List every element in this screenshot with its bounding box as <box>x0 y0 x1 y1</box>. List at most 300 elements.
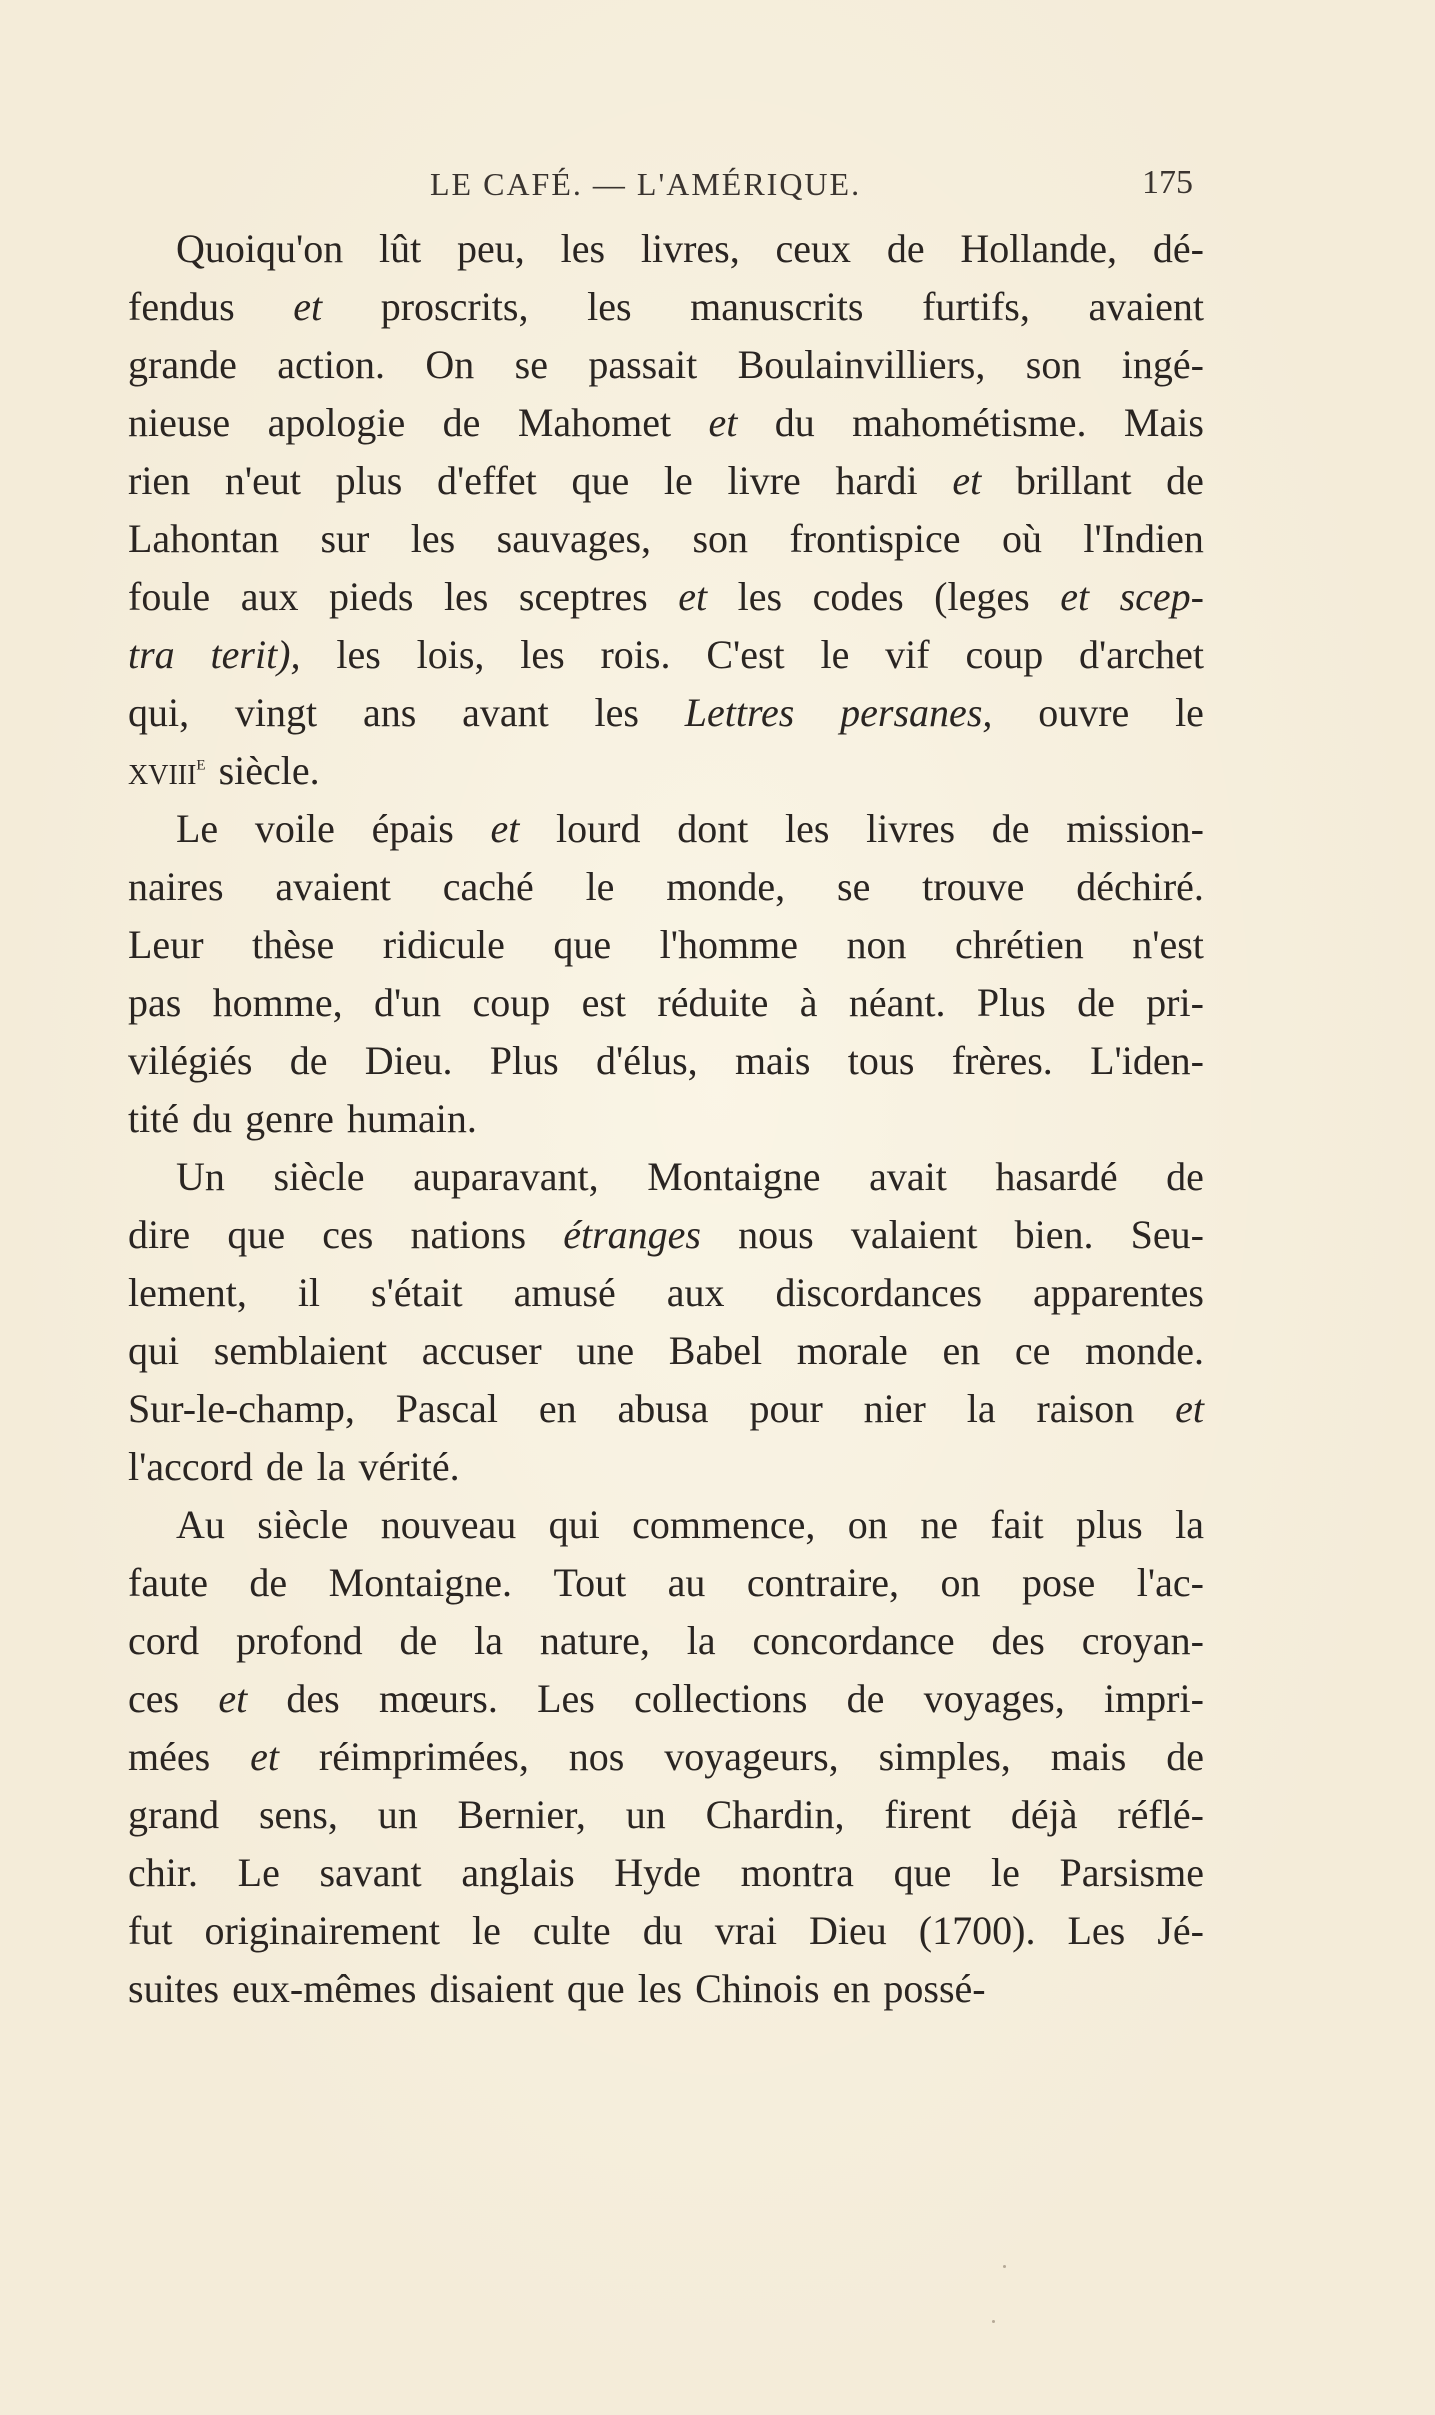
word: l'homme <box>659 922 798 967</box>
word: simples, <box>878 1734 1011 1779</box>
word: Chinois <box>695 1966 820 2011</box>
word: action. <box>277 342 385 387</box>
word: anglais <box>461 1850 575 1895</box>
word: tité <box>128 1096 180 1141</box>
text-line <box>128 1612 1204 1670</box>
word: chir. <box>128 1850 198 1895</box>
word: Plus <box>976 980 1046 1025</box>
text-line <box>128 1438 1204 1496</box>
word: livres <box>866 806 956 851</box>
word: disaient <box>429 1966 554 2011</box>
word: humain. <box>346 1096 477 1141</box>
word: de <box>1077 980 1115 1025</box>
word: dé- <box>1152 226 1204 271</box>
word: qui, <box>128 690 190 735</box>
word: d'un <box>373 980 442 1025</box>
word: que <box>227 1212 286 1257</box>
word: semblaient <box>213 1328 388 1373</box>
word: Dieu. <box>364 1038 453 1083</box>
word: le <box>472 1908 501 1953</box>
word: dire <box>128 1212 191 1257</box>
word: profond <box>235 1618 363 1663</box>
word: ces <box>128 1676 180 1721</box>
word: n'est <box>1132 922 1204 967</box>
word: hardi <box>835 458 918 503</box>
word: et <box>678 574 708 619</box>
word: Mahomet <box>517 400 672 445</box>
word: faute <box>128 1560 208 1605</box>
paper-speck <box>992 2320 995 2323</box>
word: thèse <box>252 922 335 967</box>
word: avant <box>462 690 549 735</box>
word: impri- <box>1103 1676 1204 1721</box>
word: vérité. <box>358 1444 460 1489</box>
word: et <box>293 284 323 329</box>
word: son <box>1025 342 1082 387</box>
word: ingé- <box>1121 342 1204 387</box>
word: lût <box>379 226 422 271</box>
paper-speck <box>1003 2265 1006 2268</box>
word: de <box>1166 1734 1204 1779</box>
word: vif <box>885 632 930 677</box>
word: que <box>553 922 612 967</box>
word: livre <box>727 458 801 503</box>
word: au <box>667 1560 706 1605</box>
word: ans <box>362 690 417 735</box>
word: fait <box>990 1502 1044 1547</box>
word: trouve <box>922 864 1025 909</box>
text-line <box>128 800 1204 858</box>
word: mais <box>734 1038 811 1083</box>
word: la <box>966 1386 996 1431</box>
word: brillant <box>1015 458 1132 503</box>
word: scep- <box>1119 574 1204 619</box>
word: nier <box>863 1386 926 1431</box>
text-line <box>128 1090 1204 1148</box>
paragraph <box>128 220 1204 800</box>
word: vilégiés <box>128 1038 253 1083</box>
word: voyages, <box>923 1676 1065 1721</box>
word: Montaigne <box>647 1154 821 1199</box>
word: savant <box>319 1850 422 1895</box>
word: ceux <box>775 226 852 271</box>
word: et <box>490 806 520 851</box>
word: à <box>799 980 818 1025</box>
word: on <box>847 1502 888 1547</box>
text-line <box>128 220 1204 278</box>
word: vrai <box>714 1908 777 1953</box>
word: de <box>265 1444 304 1489</box>
word: Le <box>176 806 219 851</box>
word: ne <box>920 1502 958 1547</box>
word: le <box>990 1850 1020 1895</box>
word: d'élus, <box>596 1038 698 1083</box>
word: Hyde <box>614 1850 701 1895</box>
word: montra <box>740 1850 854 1895</box>
word: en <box>832 1966 871 2011</box>
word: frontispice <box>789 516 961 561</box>
word: du <box>642 1908 683 1953</box>
word: du <box>774 400 815 445</box>
word: C'est <box>706 632 785 677</box>
word: fut <box>128 1908 173 1953</box>
word: Seu- <box>1130 1212 1204 1257</box>
word: avait <box>869 1154 947 1199</box>
word: le <box>663 458 693 503</box>
text-line <box>128 452 1204 510</box>
word: nous <box>738 1212 814 1257</box>
word: le <box>820 632 850 677</box>
word: du <box>192 1096 233 1141</box>
word: genre <box>245 1096 334 1141</box>
text-line <box>128 1960 1204 2018</box>
text-line <box>128 278 1204 336</box>
word: Tout <box>553 1560 627 1605</box>
word: et <box>1175 1386 1204 1431</box>
word: et <box>218 1676 248 1721</box>
word: la <box>686 1618 716 1663</box>
word: et <box>708 400 738 445</box>
word: ces <box>322 1212 374 1257</box>
word: frères. <box>951 1038 1053 1083</box>
word: grand <box>128 1792 220 1837</box>
word: Plus <box>489 1038 559 1083</box>
word: L'iden- <box>1090 1038 1204 1083</box>
word: coup <box>965 632 1044 677</box>
word: se <box>837 864 871 909</box>
word: de <box>249 1560 288 1605</box>
word: coup <box>472 980 551 1025</box>
text-line <box>128 1786 1204 1844</box>
word: non <box>846 922 907 967</box>
word: de <box>886 226 925 271</box>
word: peu, <box>457 226 525 271</box>
word: il <box>297 1270 321 1315</box>
word: déchiré. <box>1076 864 1204 909</box>
word: culte <box>532 1908 611 1953</box>
word: xviii$^e$ <box>128 748 206 793</box>
word: de <box>1166 458 1204 503</box>
word: Parsisme <box>1059 1850 1204 1895</box>
word: grande <box>128 342 237 387</box>
word: auparavant, <box>413 1154 599 1199</box>
word: commence, <box>632 1502 816 1547</box>
word: foule <box>128 574 211 619</box>
word: persanes, <box>840 690 993 735</box>
word: plus <box>335 458 403 503</box>
word: contraire, <box>746 1560 900 1605</box>
word: Jé- <box>1157 1908 1204 1953</box>
word: néant. <box>848 980 946 1025</box>
word: pri- <box>1146 980 1204 1025</box>
word: pour <box>749 1386 823 1431</box>
text-line <box>128 1264 1204 1322</box>
word: où <box>1001 516 1042 561</box>
word: le <box>585 864 615 909</box>
word: épais <box>371 806 454 851</box>
word: que <box>571 458 630 503</box>
word: le <box>1175 690 1204 735</box>
word: et <box>1060 574 1090 619</box>
word: Montaigne. <box>328 1560 512 1605</box>
word: apparentes <box>1032 1270 1204 1315</box>
paragraph <box>128 1496 1204 2018</box>
word: voyageurs, <box>664 1734 839 1779</box>
word: rois. <box>600 632 671 677</box>
word: les <box>637 1966 683 2011</box>
word: n'eut <box>224 458 301 503</box>
word: accuser <box>421 1328 542 1373</box>
word: vingt <box>234 690 318 735</box>
word: nouveau <box>380 1502 517 1547</box>
word: sceptres <box>518 574 648 619</box>
word: mais <box>1050 1734 1127 1779</box>
word: pose <box>1021 1560 1096 1605</box>
word: homme, <box>212 980 343 1025</box>
text-line <box>128 336 1204 394</box>
word: nature, <box>539 1618 650 1663</box>
text-line <box>128 1148 1204 1206</box>
word: lourd <box>556 806 641 851</box>
word: Le <box>237 1850 280 1895</box>
word: discordances <box>775 1270 983 1315</box>
word: lement, <box>128 1270 247 1315</box>
word: Dieu <box>808 1908 887 1953</box>
word: Leur <box>128 922 204 967</box>
paragraph <box>128 800 1204 1148</box>
word: firent <box>884 1792 971 1837</box>
text-line <box>128 394 1204 452</box>
word: que <box>893 1850 952 1895</box>
word: son <box>692 516 749 561</box>
word: des <box>991 1618 1045 1663</box>
text-line <box>128 568 1204 626</box>
word: Boulainvilliers, <box>737 342 986 387</box>
word: Au <box>176 1502 225 1547</box>
text-line <box>128 974 1204 1032</box>
word: Chardin, <box>705 1792 845 1837</box>
word: mœurs. <box>378 1676 498 1721</box>
word: de <box>1166 1154 1204 1199</box>
word: Lahontan <box>128 516 280 561</box>
word: tous <box>847 1038 915 1083</box>
word: Babel <box>668 1328 763 1373</box>
word: siècle <box>273 1154 365 1199</box>
word: monde, <box>666 864 786 909</box>
word: apologie <box>267 400 406 445</box>
word: que <box>566 1966 625 2011</box>
word: d'effet <box>437 458 537 503</box>
word: étranges <box>563 1212 701 1257</box>
word: croyan- <box>1081 1618 1204 1663</box>
word: (1700). <box>918 1908 1036 1953</box>
text-line <box>128 684 1204 742</box>
word: mées <box>128 1734 211 1779</box>
word: codes <box>812 574 904 619</box>
word: qui <box>548 1502 600 1547</box>
word: bien. <box>1014 1212 1094 1257</box>
word: un <box>377 1792 418 1837</box>
word: en <box>538 1386 577 1431</box>
word: la <box>474 1618 504 1663</box>
word: plus <box>1076 1502 1143 1547</box>
text-line <box>128 742 1204 800</box>
word: lois, <box>416 632 485 677</box>
running-title: LE CAFÉ. — L'AMÉRIQUE. <box>430 166 862 202</box>
page-number: 175 <box>1142 164 1193 201</box>
word: pieds <box>328 574 414 619</box>
word: concordance <box>752 1618 955 1663</box>
text-line <box>128 1496 1204 1554</box>
word: Bernier, <box>457 1792 586 1837</box>
word: nos <box>568 1734 625 1779</box>
word: eux-mêmes <box>232 1966 417 2011</box>
word: fendus <box>128 284 235 329</box>
word: monde. <box>1085 1328 1204 1373</box>
word: de <box>399 1618 438 1663</box>
word: de <box>442 400 481 445</box>
word: possé- <box>883 1966 986 2011</box>
word: un <box>625 1792 666 1837</box>
word: chrétien <box>954 922 1084 967</box>
text-line <box>128 1728 1204 1786</box>
paragraph <box>128 1148 1204 1496</box>
word: amusé <box>513 1270 616 1315</box>
word: est <box>581 980 627 1025</box>
word: de <box>991 806 1030 851</box>
word: l'ac- <box>1136 1560 1204 1605</box>
word: ouvre <box>1038 690 1130 735</box>
word: caché <box>442 864 534 909</box>
word: des <box>286 1676 340 1721</box>
word: une <box>576 1328 635 1373</box>
word: en <box>942 1328 981 1373</box>
word: proscrits, <box>380 284 529 329</box>
text-line <box>128 626 1204 684</box>
text-line <box>128 510 1204 568</box>
word: furtifs, <box>922 284 1030 329</box>
word: hasardé <box>995 1154 1118 1199</box>
word: les <box>737 574 783 619</box>
word: qui <box>128 1328 180 1373</box>
text-line <box>128 858 1204 916</box>
word: manuscrits <box>690 284 864 329</box>
word: dont <box>677 806 749 851</box>
word: les <box>410 516 456 561</box>
word: et <box>250 1734 279 1779</box>
word: pas <box>128 980 182 1025</box>
word: de <box>846 1676 885 1721</box>
text-line <box>128 1032 1204 1090</box>
word: rien <box>128 458 191 503</box>
word: sur <box>320 516 370 561</box>
word: voile <box>254 806 335 851</box>
word: les <box>587 284 632 329</box>
word: sens, <box>258 1792 338 1837</box>
word: la <box>316 1444 346 1489</box>
word: les <box>560 226 606 271</box>
word: Quoiqu'on <box>176 226 344 271</box>
word: siècle <box>257 1502 349 1547</box>
word: aux <box>666 1270 725 1315</box>
word: déjà <box>1010 1792 1078 1837</box>
word: avaient <box>275 864 391 909</box>
word: s'était <box>371 1270 463 1315</box>
word: siècle. <box>218 748 320 793</box>
word: tra <box>128 632 175 677</box>
word: les <box>336 632 381 677</box>
text-line <box>128 1554 1204 1612</box>
word: réflé- <box>1117 1792 1204 1837</box>
word: (leges <box>934 574 1030 619</box>
word: On <box>425 342 475 387</box>
word: mission- <box>1066 806 1204 851</box>
word: l'accord <box>128 1444 253 1489</box>
word: terit), <box>210 632 301 677</box>
text-line <box>128 1322 1204 1380</box>
word: réduite <box>657 980 769 1025</box>
word: raison <box>1036 1386 1135 1431</box>
word: d'archet <box>1079 632 1204 677</box>
text-line <box>128 1380 1204 1438</box>
word: se <box>514 342 548 387</box>
text-line <box>128 916 1204 974</box>
word: ce <box>1014 1328 1051 1373</box>
word: ridicule <box>382 922 505 967</box>
word: Les <box>1067 1908 1126 1953</box>
word: les <box>443 574 489 619</box>
word: les <box>520 632 565 677</box>
word: nieuse <box>128 400 231 445</box>
word: sauvages, <box>496 516 652 561</box>
word: l'Indien <box>1083 516 1204 561</box>
word: Mais <box>1123 400 1204 445</box>
word: originairement <box>204 1908 440 1953</box>
word: réimprimées, <box>318 1734 529 1779</box>
word: valaient <box>850 1212 978 1257</box>
word: avaient <box>1088 284 1204 329</box>
word: mahométisme. <box>852 400 1087 445</box>
word: les <box>594 690 639 735</box>
word: suites <box>128 1966 220 2011</box>
word: morale <box>796 1328 908 1373</box>
text-line <box>128 1844 1204 1902</box>
word: Pascal <box>395 1386 498 1431</box>
word: Les <box>537 1676 595 1721</box>
text-line <box>128 1670 1204 1728</box>
word: abusa <box>617 1386 709 1431</box>
word: cord <box>128 1618 200 1663</box>
word: de <box>289 1038 328 1083</box>
word: Hollande, <box>960 226 1118 271</box>
word: et <box>952 458 982 503</box>
word: les <box>785 806 830 851</box>
word: Un <box>176 1154 225 1199</box>
word: Sur-le-champ, <box>128 1386 355 1431</box>
word: passait <box>588 342 698 387</box>
word: collections <box>634 1676 808 1721</box>
word: livres, <box>640 226 740 271</box>
word: Lettres <box>684 690 795 735</box>
text-line <box>128 1902 1204 1960</box>
word: on <box>940 1560 981 1605</box>
word: aux <box>240 574 299 619</box>
word: la <box>1175 1502 1204 1547</box>
text-line <box>128 1206 1204 1264</box>
word: nations <box>410 1212 527 1257</box>
body-text <box>128 220 1204 2018</box>
word: naires <box>128 864 224 909</box>
